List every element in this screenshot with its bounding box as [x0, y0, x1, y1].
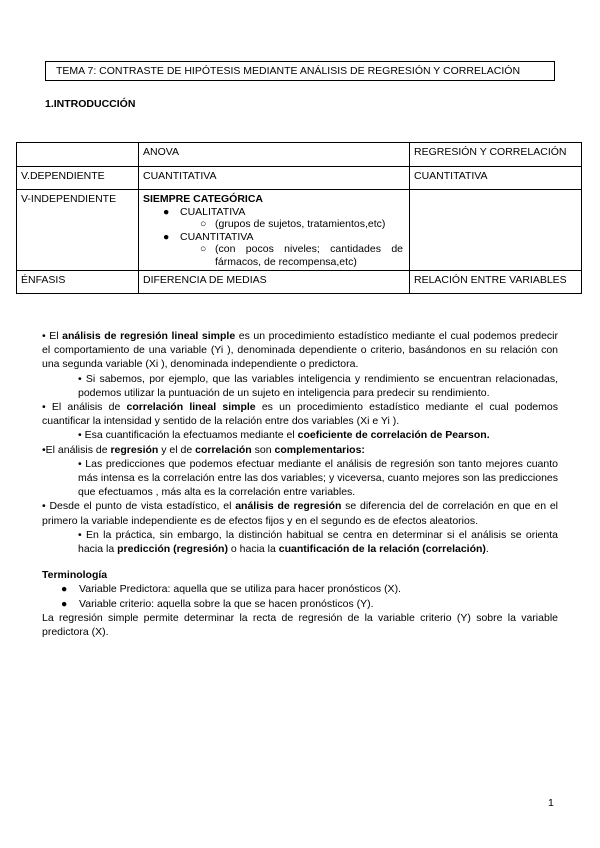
paragraph: • El análisis de regresión lineal simple es un procedimiento estadístico mediante el cual podemos predecir el comportamiento de una variable (Yi ), denominada dependiente o criterio, basándonos en su relación con una segunda variable (Xi ), denominada independiente o predictora. — [42, 330, 558, 371]
table-row — [17, 271, 582, 294]
table-cell — [139, 190, 410, 271]
page-number: 1 — [548, 797, 554, 809]
comparison-table — [16, 142, 582, 294]
bullet-icon: ● — [61, 583, 68, 596]
bullet-icon: ● — [61, 597, 68, 610]
paragraph: • El análisis de correlación lineal simple es un procedimiento estadístico mediante el cual podemos cuantificar la intensidad y sentido de la relación entre dos variables (Xi e Yi ). — [42, 401, 558, 428]
paragraph: • Esa cuantificación la efectuamos mediante el coeficiente de correlación de Pearson. — [78, 429, 490, 442]
body-text — [42, 329, 558, 639]
terminology-heading: Terminología — [42, 569, 108, 582]
cell-title: SIEMPRE CATEGÓRICA — [143, 193, 263, 205]
paragraph: • Si sabemos, por ejemplo, que las variables inteligencia y rendimiento se encuentran relacionadas, podemos utilizar la puntuación de un sujeto en inteligencia para predecir su rendimiento. — [78, 372, 558, 399]
table-row — [17, 167, 582, 190]
paragraph: • Las predicciones que podemos efectuar mediante el análisis de regresión son tanto mejores cuanto más intensa es la correlación entre las dos variables; y viceversa, cuanto mejores son las predicciones que efectuamos , más alta es la correlación entre variables. — [78, 457, 558, 499]
table-header-row — [17, 143, 582, 167]
document-title: TEMA 7: CONTRASTE DE HIPÓTESIS MEDIANTE ANÁLISIS DE REGRESIÓN Y CORRELACIÓN — [45, 61, 555, 81]
table-cell: ÉNFASIS — [17, 271, 139, 294]
table-header-cell: ANOVA — [139, 143, 410, 167]
list-item: ● Variable Predictora: aquella que se utiliza para hacer pronósticos (X). — [61, 583, 401, 596]
circle-bullet-icon: ○ — [200, 243, 207, 255]
paragraph: La regresión simple permite determinar la recta de regresión de la variable criterio (Y) sobre la variable predictora (X). — [42, 611, 558, 639]
table-cell: CUANTITATIVA — [139, 167, 410, 190]
cell-list — [143, 206, 405, 269]
table-cell: DIFERENCIA DE MEDIAS — [139, 271, 410, 294]
table-row — [17, 190, 582, 271]
paragraph: • Desde el punto de vista estadístico, el análisis de regresión se diferencia del de correlación en que en el primero la variable independiente es de efectos fijos y en el segundo es de efectos aleatorios. — [42, 500, 558, 527]
section-heading: 1.INTRODUCCIÓN — [45, 98, 136, 110]
paragraph: • En la práctica, sin embargo, la distinción habitual se centra en determinar si el análisis se orienta hacia la predicción (regresión) o hacia la cuantificación de la relación (correlación). — [78, 528, 558, 556]
list-item: ● Variable criterio: aquella sobre la que se hacen pronósticos (Y). — [61, 597, 374, 610]
list-item: ○ (con pocos niveles; cantidades de fármacos, de recompensa,etc) — [200, 243, 403, 268]
table-header-cell: REGRESIÓN Y CORRELACIÓN — [410, 143, 582, 167]
paragraph: •El análisis de regresión y el de correlación son complementarios: — [42, 443, 365, 456]
list-item: ○ (grupos de sujetos, tratamientos,etc) — [200, 218, 386, 230]
bullet-icon: ● — [163, 230, 170, 243]
table-cell: V-INDEPENDIENTE — [17, 190, 139, 271]
list-item: ● CUALITATIVA — [163, 205, 246, 218]
table-cell: V.DEPENDIENTE — [17, 167, 139, 190]
table-cell: RELACIÓN ENTRE VARIABLES — [410, 271, 582, 294]
circle-bullet-icon: ○ — [200, 218, 207, 230]
list-item: ● CUANTITATIVA — [163, 230, 254, 243]
bullet-icon: ● — [163, 205, 170, 218]
table-cell: CUANTITATIVA — [410, 167, 582, 190]
table-cell — [410, 190, 582, 271]
table-header-cell — [17, 143, 139, 167]
